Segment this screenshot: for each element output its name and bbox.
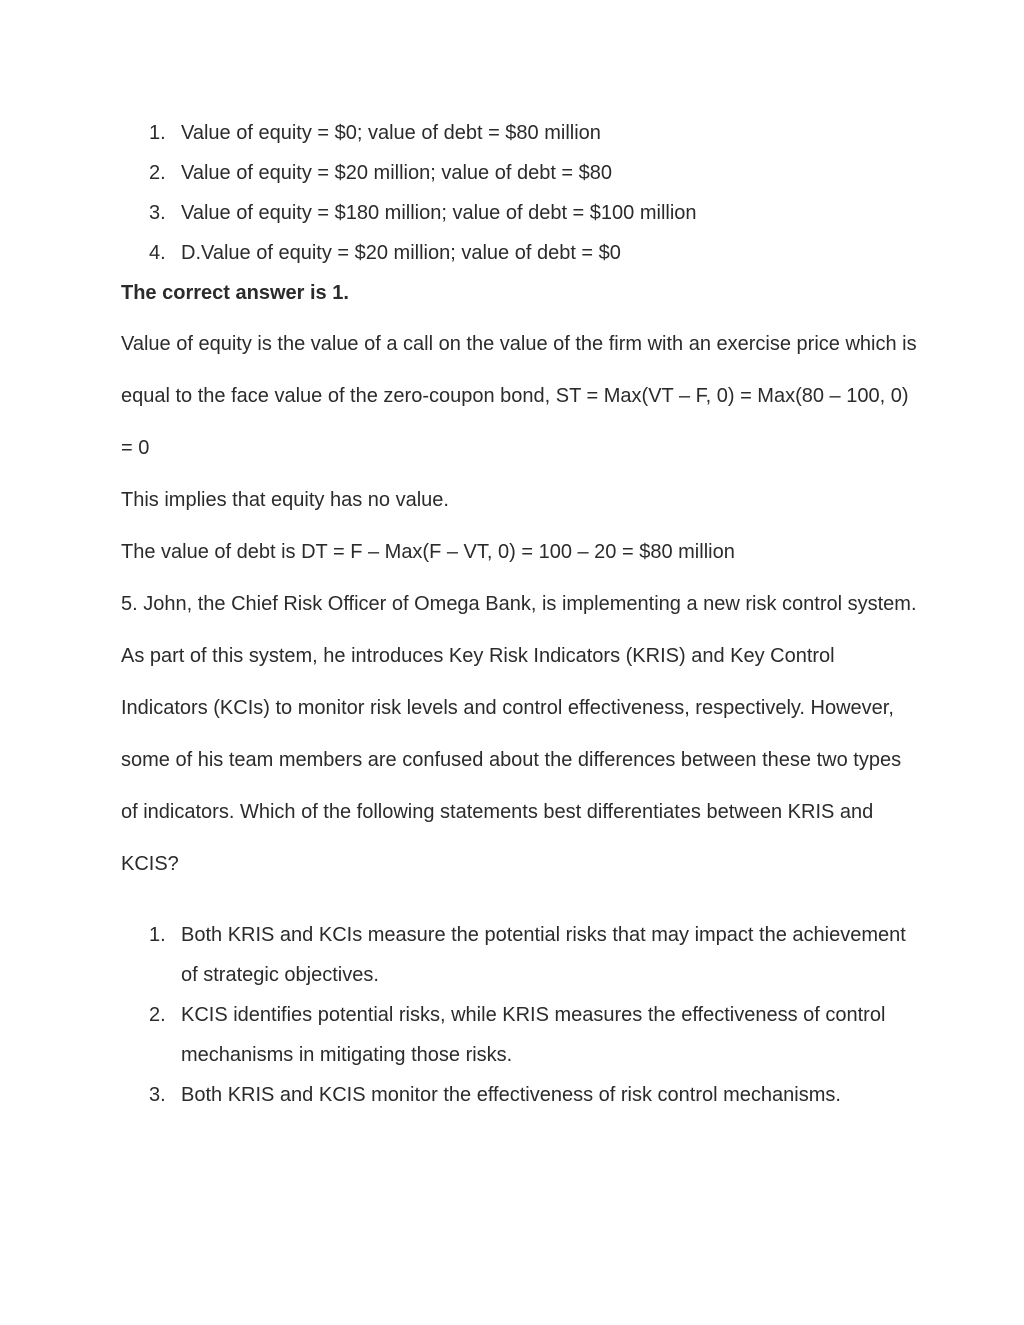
list-number: 3. xyxy=(149,202,166,224)
list-item xyxy=(121,193,921,233)
list-item xyxy=(121,915,921,995)
list-item xyxy=(121,113,921,153)
correct-answer-heading: The correct answer is 1. xyxy=(121,282,349,304)
list-text: Value of equity = $180 million; value of debt = $100 million xyxy=(181,202,697,224)
debt-value-paragraph: The value of debt is DT = F – Max(F – VT, 0) = 100 – 20 = $80 million xyxy=(121,541,735,563)
question-5-paragraph: 5. John, the Chief Risk Officer of Omega Bank, is implementing a new risk control system. As part of this system, he introduces Key Risk Indicators (KRIS) and Key Control Indicators (KCIs) to monitor risk levels and control effectiveness, respectively. However, some of his team members are confused about the differences between these two types of indicators. Which of the following statements best differentiates between KRIS and KCIS? xyxy=(121,593,917,875)
list-number: 3. xyxy=(149,1084,166,1106)
list-number: 2. xyxy=(149,162,166,184)
list-number: 1. xyxy=(149,924,166,946)
list-text: KCIS identifies potential risks, while KRIS measures the effectiveness of control mechanisms in mitigating those risks. xyxy=(181,1004,886,1066)
list-item xyxy=(121,995,921,1075)
list-text: Value of equity = $0; value of debt = $80 million xyxy=(181,122,601,144)
list-number: 2. xyxy=(149,1004,166,1026)
list-text: D.Value of equity = $20 million; value of debt = $0 xyxy=(181,242,621,264)
list-item xyxy=(121,153,921,193)
explanation-paragraph: Value of equity is the value of a call on the value of the firm with an exercise price which is equal to the face value of the zero-coupon bond, ST = Max(VT – F, 0) = Max(80 – 100, 0) = 0 xyxy=(121,333,917,459)
list-item xyxy=(121,1075,921,1115)
answer-options-list xyxy=(121,113,921,273)
list-text: Value of equity = $20 million; value of debt = $80 xyxy=(181,162,613,184)
list-text: Both KRIS and KCIS monitor the effectiveness of risk control mechanisms. xyxy=(181,1084,841,1106)
list-number: 1. xyxy=(149,122,166,144)
list-item xyxy=(121,233,921,273)
question-5-options-list xyxy=(121,915,921,1115)
implication-paragraph: This implies that equity has no value. xyxy=(121,489,449,511)
list-text: Both KRIS and KCIs measure the potential risks that may impact the achievement of strategic objectives. xyxy=(181,924,906,986)
list-number: 4. xyxy=(149,242,166,264)
